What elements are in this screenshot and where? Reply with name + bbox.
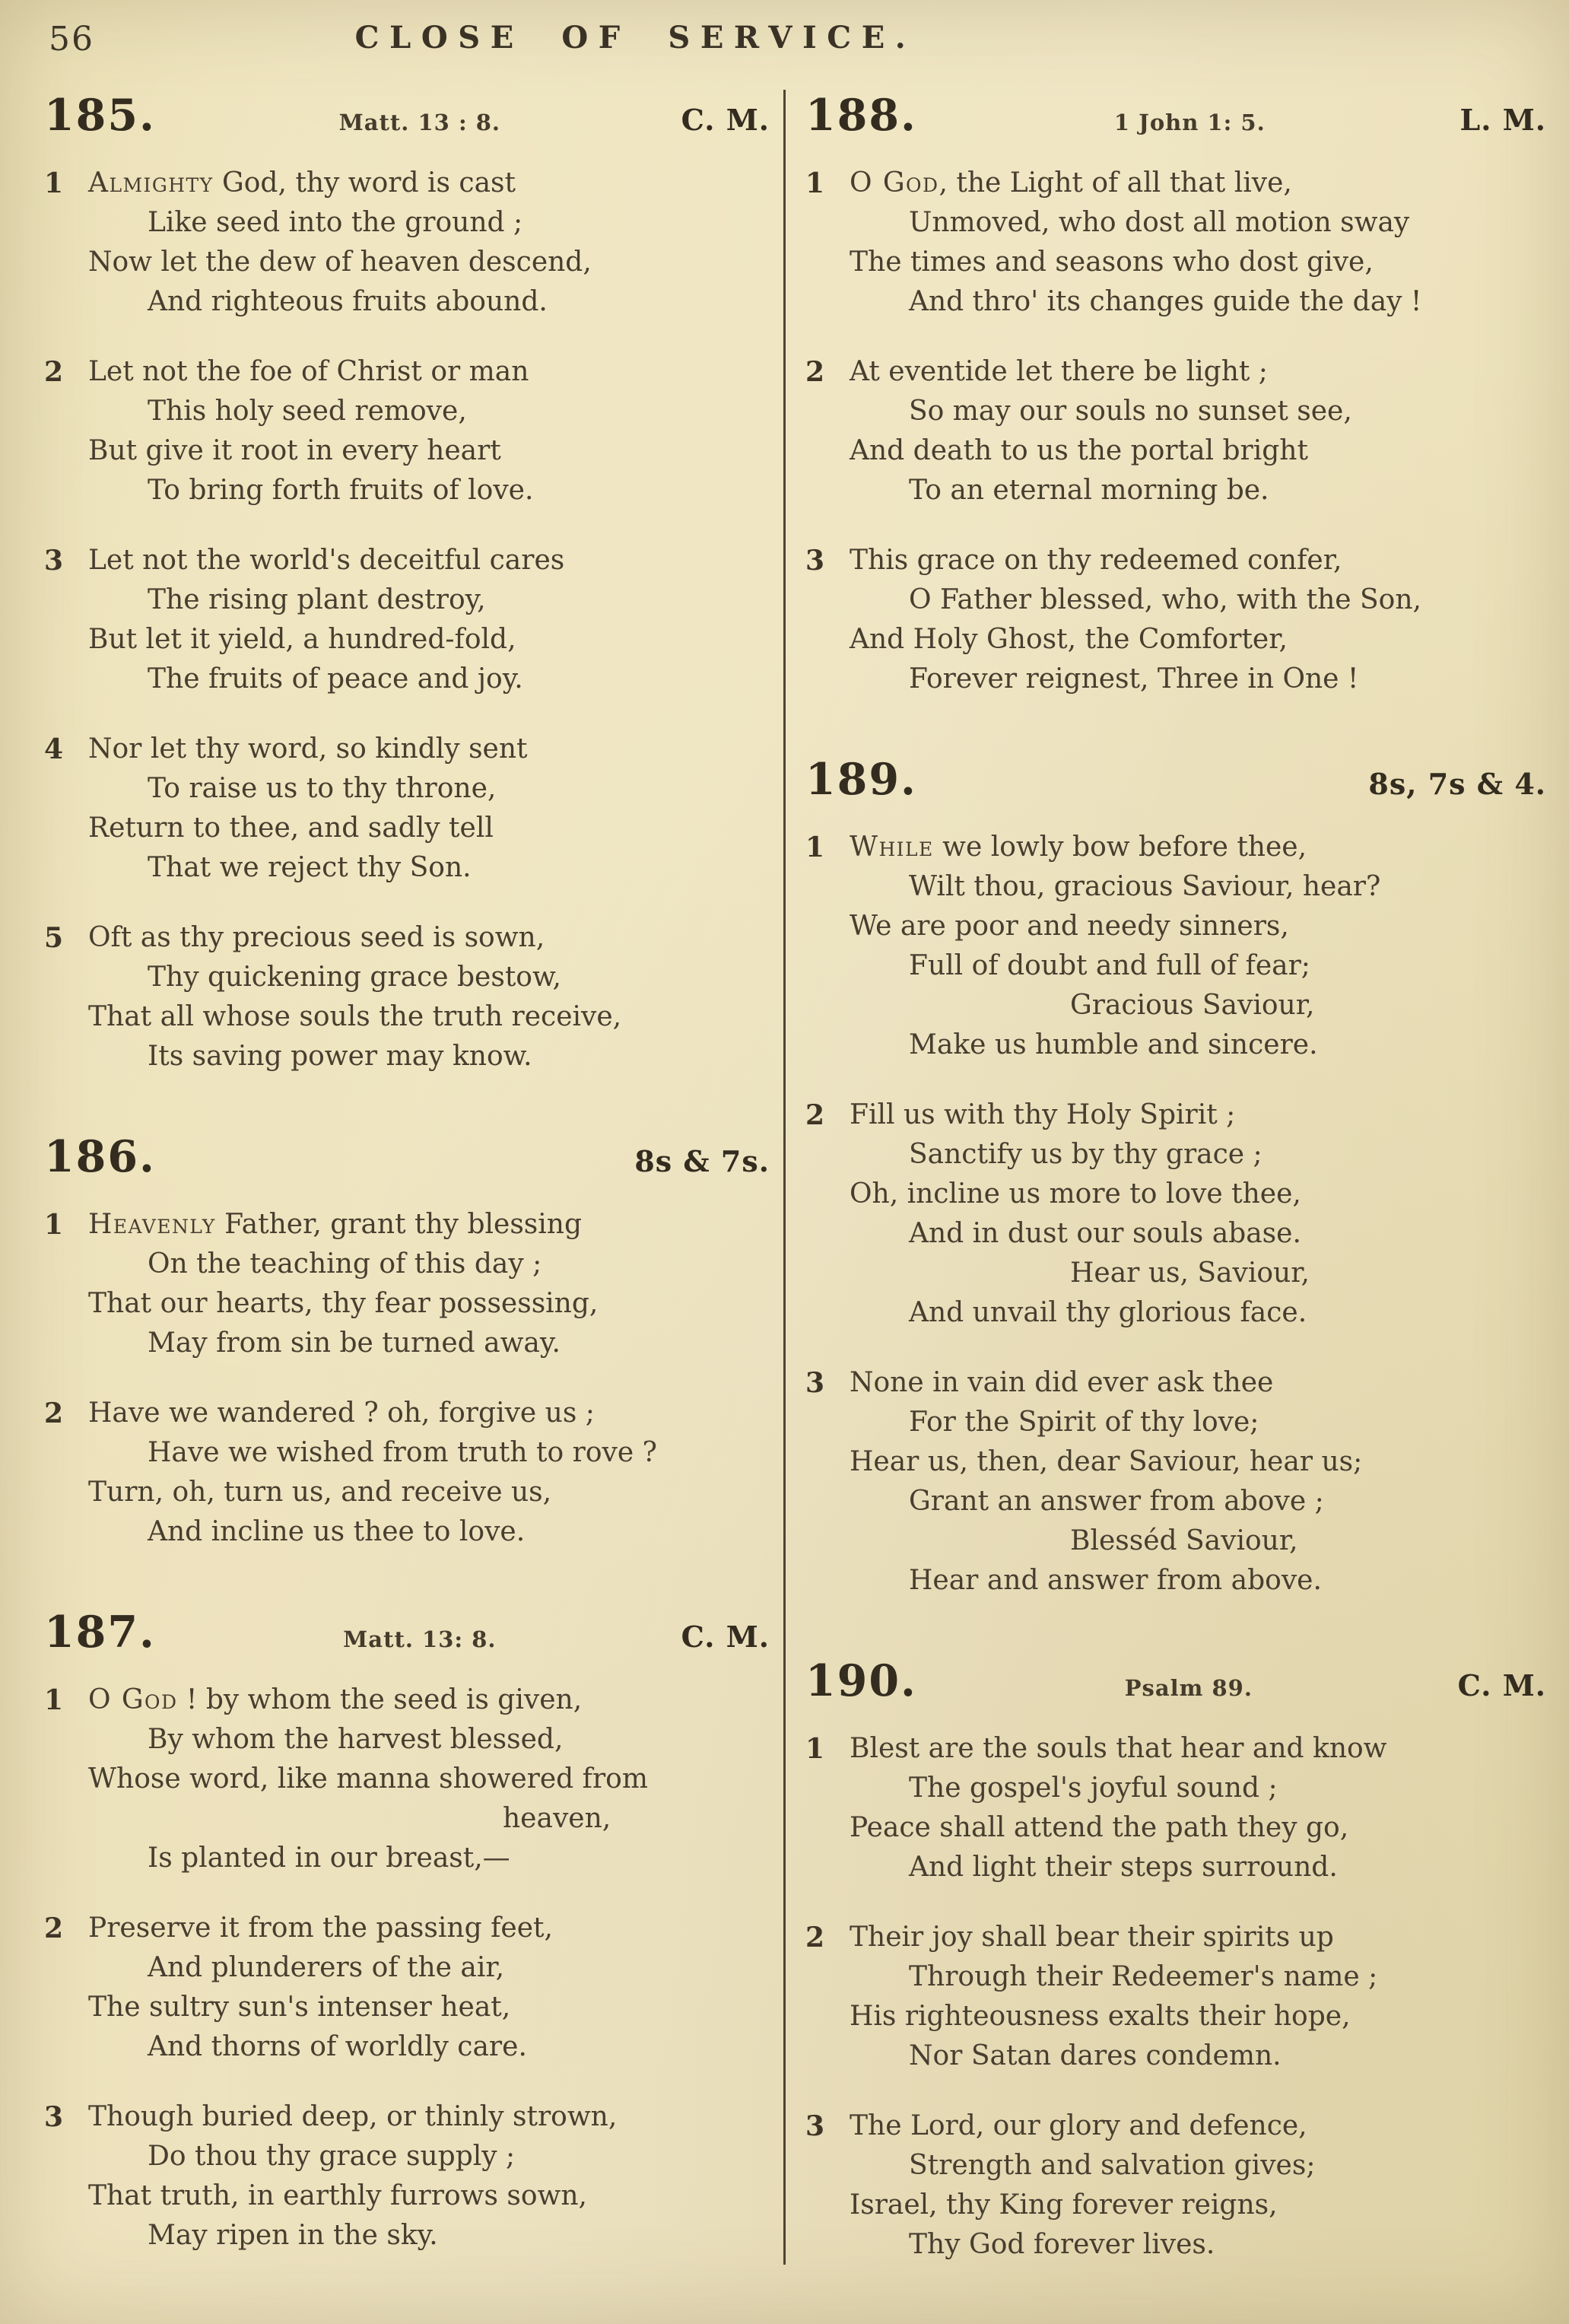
- hymn-header: [805, 90, 1546, 141]
- verse-line: That our hearts, thy fear possessing,: [88, 1288, 599, 1319]
- lead-word: O God: [850, 167, 939, 199]
- hymn-header: [44, 1607, 770, 1658]
- verse-line: And light their steps surround.: [909, 1852, 1338, 1883]
- verse-line: May ripen in the sky.: [148, 2220, 438, 2251]
- verse: [44, 730, 770, 888]
- verse-line: So may our souls no sunset see,: [909, 396, 1352, 427]
- verse-line: Like seed into the ground ;: [148, 207, 523, 238]
- verse-number: 3: [805, 545, 825, 577]
- verse-line: This holy seed remove,: [148, 396, 467, 427]
- verse-number: 1: [44, 167, 64, 199]
- verse-number: 1: [44, 1209, 64, 1241]
- lead-word: Heavenly: [88, 1209, 216, 1240]
- verse-lines: [850, 1918, 1546, 2076]
- verse-line: The times and seasons who dost give,: [850, 246, 1374, 278]
- verse-lines: [850, 164, 1546, 322]
- verse-line: For the Spirit of thy love;: [909, 1407, 1259, 1438]
- hymn-header: [805, 1655, 1546, 1706]
- left-column: [44, 90, 783, 2265]
- verse-line: To bring forth fruits of love.: [148, 475, 534, 506]
- verse-number: 3: [805, 1367, 825, 1399]
- hymn-number: 188.: [805, 90, 917, 141]
- verse-line: The gospel's joyful sound ;: [909, 1772, 1278, 1804]
- verse: [805, 1363, 1546, 1601]
- hymn-number: 190.: [805, 1655, 917, 1706]
- meter-label: 8s & 7s.: [634, 1144, 770, 1178]
- verse-line: And incline us thee to love.: [148, 1516, 526, 1547]
- verse-lines: [850, 828, 1546, 1065]
- verse-line: Heavenly Father, grant thy blessing: [88, 1209, 583, 1240]
- verse: [44, 918, 770, 1076]
- verse-line: Full of doubt and full of fear;: [909, 950, 1310, 981]
- verse-number: 1: [805, 831, 825, 863]
- verse-line: The rising plant destroy,: [148, 584, 486, 615]
- hymn-number: 186.: [44, 1131, 156, 1182]
- verse-line: His righteousness exalts their hope,: [850, 2001, 1351, 2032]
- verse-line: And unvail thy glorious face.: [909, 1297, 1307, 1328]
- verse-line: Make us humble and sincere.: [909, 1029, 1318, 1060]
- meter-label: C. M.: [681, 103, 770, 137]
- scripture-reference: Matt. 13: 8.: [343, 1626, 497, 1652]
- verse-line: Peace shall attend the path they go,: [850, 1812, 1349, 1843]
- verse-lines: [88, 352, 770, 510]
- verse: [805, 1729, 1546, 1887]
- hymn-entry: [805, 1655, 1546, 2265]
- verse-line: And righteous fruits abound.: [148, 286, 548, 317]
- verse-line: At eventide let there be light ;: [850, 356, 1268, 387]
- verse: [44, 164, 770, 322]
- verse-lines: [850, 2106, 1546, 2265]
- verse-line: Hear us, Saviour,: [1070, 1257, 1310, 1289]
- verse-line: Now let the dew of heaven descend,: [88, 246, 592, 278]
- verse-line: May from sin be turned away.: [148, 1327, 561, 1359]
- verse-line: Though buried deep, or thinly strown,: [88, 2101, 618, 2132]
- verse: [44, 352, 770, 510]
- verse-lines: [850, 541, 1546, 699]
- verse-line: That truth, in earthly furrows sown,: [88, 2180, 587, 2211]
- verse-line: And death to us the portal bright: [850, 435, 1308, 466]
- verse-lines: [88, 1680, 770, 1878]
- hymn-number: 187.: [44, 1607, 156, 1658]
- verse-line: O God, the Light of all that live,: [850, 167, 1292, 199]
- verse-line: Grant an answer from above ;: [909, 1486, 1324, 1517]
- verse: [44, 1680, 770, 1878]
- verse-line: To raise us to thy throne,: [148, 773, 497, 804]
- verse-line: Forever reignest, Three in One !: [909, 663, 1359, 695]
- hymn-entry: [44, 1607, 770, 2256]
- verse-line: Almighty God, thy word is cast: [88, 167, 516, 199]
- verse-number: 3: [44, 2101, 64, 2133]
- verse-line: Hear us, then, dear Saviour, hear us;: [850, 1446, 1363, 1477]
- lead-word: Almighty: [88, 167, 214, 199]
- hymn-header: [805, 754, 1546, 805]
- verse-lines: [88, 918, 770, 1076]
- verse-line: Preserve it from the passing feet,: [88, 1912, 553, 1944]
- hymn-entry: [805, 754, 1546, 1601]
- running-head: [44, 20, 1546, 70]
- verse-line: On the teaching of this day ;: [148, 1248, 542, 1280]
- verse-number: 2: [805, 356, 825, 388]
- verse-line: We are poor and needy sinners,: [850, 911, 1289, 942]
- verse: [805, 828, 1546, 1065]
- verse-line: Gracious Saviour,: [1070, 990, 1315, 1021]
- right-column column-divider: [783, 90, 1546, 2265]
- verse-lines: [88, 2097, 770, 2256]
- verse-line: To an eternal morning be.: [909, 475, 1269, 506]
- verse-line: And thorns of worldly care.: [148, 2031, 527, 2062]
- verse-line: Their joy shall bear their spirits up: [850, 1922, 1334, 1953]
- verse-line: Let not the world's deceitful cares: [88, 545, 565, 576]
- verse-number: 2: [44, 356, 64, 388]
- verse-line: Return to thee, and sadly tell: [88, 812, 494, 844]
- verse-lines: [850, 1095, 1546, 1333]
- verse-line: O God ! by whom the seed is given,: [88, 1684, 583, 1715]
- verse: [805, 1918, 1546, 2076]
- page-title: CLOSE OF SERVICE.: [354, 20, 916, 56]
- scripture-reference: 1 John 1: 5.: [1113, 110, 1266, 135]
- verse: [44, 1394, 770, 1552]
- verse-lines: [88, 730, 770, 888]
- verse-lines: [88, 1909, 770, 2067]
- verse: [44, 541, 770, 699]
- verse-lines: [88, 164, 770, 322]
- verse-line: Thy God forever lives.: [909, 2229, 1215, 2260]
- verse-lines: [850, 352, 1546, 510]
- verse-number: 1: [805, 1733, 825, 1765]
- hymn-entry: [805, 90, 1546, 699]
- verse-line: Hear and answer from above.: [909, 1565, 1322, 1596]
- verse-line: Wilt thou, gracious Saviour, hear?: [909, 871, 1381, 902]
- verse-line: Israel, thy King forever reigns,: [850, 2189, 1278, 2221]
- verse-line: And Holy Ghost, the Comforter,: [850, 624, 1288, 655]
- scripture-reference: Matt. 13 : 8.: [338, 110, 501, 135]
- hymn-header: [44, 1131, 770, 1182]
- verse-lines: [88, 1205, 770, 1363]
- verse-number: 2: [805, 1922, 825, 1954]
- verse-line: Have we wished from truth to rove ?: [148, 1437, 657, 1468]
- verse-line: And thro' its changes guide the day !: [909, 286, 1422, 317]
- hymn-entry: [44, 1131, 770, 1552]
- verse-lines: [88, 541, 770, 699]
- verse-number: 5: [44, 922, 64, 954]
- verse-line: Nor Satan dares condemn.: [909, 2040, 1282, 2071]
- verse-line: But give it root in every heart: [88, 435, 501, 466]
- verse-lines: [850, 1363, 1546, 1601]
- meter-label: L. M.: [1459, 103, 1546, 137]
- verse: [805, 352, 1546, 510]
- meter-label: C. M.: [681, 1620, 770, 1654]
- verse: [44, 1205, 770, 1363]
- lead-word: O God: [88, 1684, 178, 1715]
- text-columns: [44, 90, 1546, 2265]
- verse-line: And plunderers of the air,: [148, 1952, 505, 1983]
- verse-line: Fill us with thy Holy Spirit ;: [850, 1099, 1236, 1130]
- verse-line: Through their Redeemer's name ;: [909, 1961, 1378, 1992]
- verse-line: Strength and salvation gives;: [909, 2150, 1316, 2181]
- verse: [805, 164, 1546, 322]
- verse: [805, 2106, 1546, 2265]
- verse-number: 2: [805, 1099, 825, 1131]
- verse-number: 4: [44, 733, 64, 765]
- meter-label: 8s, 7s & 4.: [1368, 767, 1546, 801]
- verse-line: Blest are the souls that hear and know: [850, 1733, 1387, 1764]
- verse: [805, 1095, 1546, 1333]
- meter-label: C. M.: [1457, 1668, 1546, 1702]
- verse-line: Nor let thy word, so kindly sent: [88, 733, 528, 765]
- verse-number: 2: [44, 1397, 64, 1429]
- verse-line: Unmoved, who dost all motion sway: [909, 207, 1410, 238]
- verse-line: None in vain did ever ask thee: [850, 1367, 1274, 1398]
- verse-line: That all whose souls the truth receive,: [88, 1001, 622, 1032]
- verse-line: But let it yield, a hundred-fold,: [88, 624, 516, 655]
- scripture-reference: Psalm 89.: [1124, 1675, 1253, 1701]
- verse-number: 3: [44, 545, 64, 577]
- verse-line: The sultry sun's intenser heat,: [88, 1992, 511, 2023]
- verse-line: By whom the harvest blessed,: [148, 1724, 564, 1755]
- verse-line: While we lowly bow before thee,: [850, 831, 1307, 863]
- verse-line: Do thou thy grace supply ;: [148, 2141, 516, 2172]
- verse-lines: [88, 1394, 770, 1552]
- verse-line: Turn, oh, turn us, and receive us,: [88, 1477, 552, 1508]
- verse-line: O Father blessed, who, with the Son,: [909, 584, 1421, 615]
- verse-line: The fruits of peace and joy.: [148, 663, 523, 695]
- verse-line: Let not the foe of Christ or man: [88, 356, 529, 387]
- hymn-header: [44, 90, 770, 141]
- verse-line: Is planted in our breast,—: [148, 1842, 510, 1874]
- verse-number: 3: [805, 2110, 825, 2142]
- verse-line: Its saving power may know.: [148, 1041, 532, 1072]
- hymn-number: 189.: [805, 754, 917, 805]
- verse-line: heaven,: [503, 1803, 611, 1834]
- lead-word: While: [850, 831, 934, 863]
- verse-line: Whose word, like manna showered from: [88, 1763, 648, 1795]
- verse-line: Oh, incline us more to love thee,: [850, 1178, 1301, 1210]
- verse: [44, 1909, 770, 2067]
- verse: [805, 541, 1546, 699]
- verse: [44, 2097, 770, 2256]
- verse-line: Blesséd Saviour,: [1070, 1525, 1298, 1556]
- verse-lines: [850, 1729, 1546, 1887]
- verse-number: 1: [805, 167, 825, 199]
- verse-line: That we reject thy Son.: [148, 852, 472, 883]
- hymn-number: 185.: [44, 90, 156, 141]
- page-number: 56: [49, 20, 94, 59]
- verse-line: And in dust our souls abase.: [909, 1218, 1301, 1249]
- verse-number: 1: [44, 1684, 64, 1716]
- verse-line: Have we wandered ? oh, forgive us ;: [88, 1397, 595, 1429]
- verse-line: Oft as thy precious seed is sown,: [88, 922, 545, 953]
- verse-number: 2: [44, 1912, 64, 1944]
- verse-line: Thy quickening grace bestow,: [148, 962, 561, 993]
- verse-line: Sanctify us by thy grace ;: [909, 1139, 1263, 1170]
- verse-line: This grace on thy redeemed confer,: [850, 545, 1342, 576]
- hymn-entry: [44, 90, 770, 1076]
- verse-line: The Lord, our glory and defence,: [850, 2110, 1307, 2141]
